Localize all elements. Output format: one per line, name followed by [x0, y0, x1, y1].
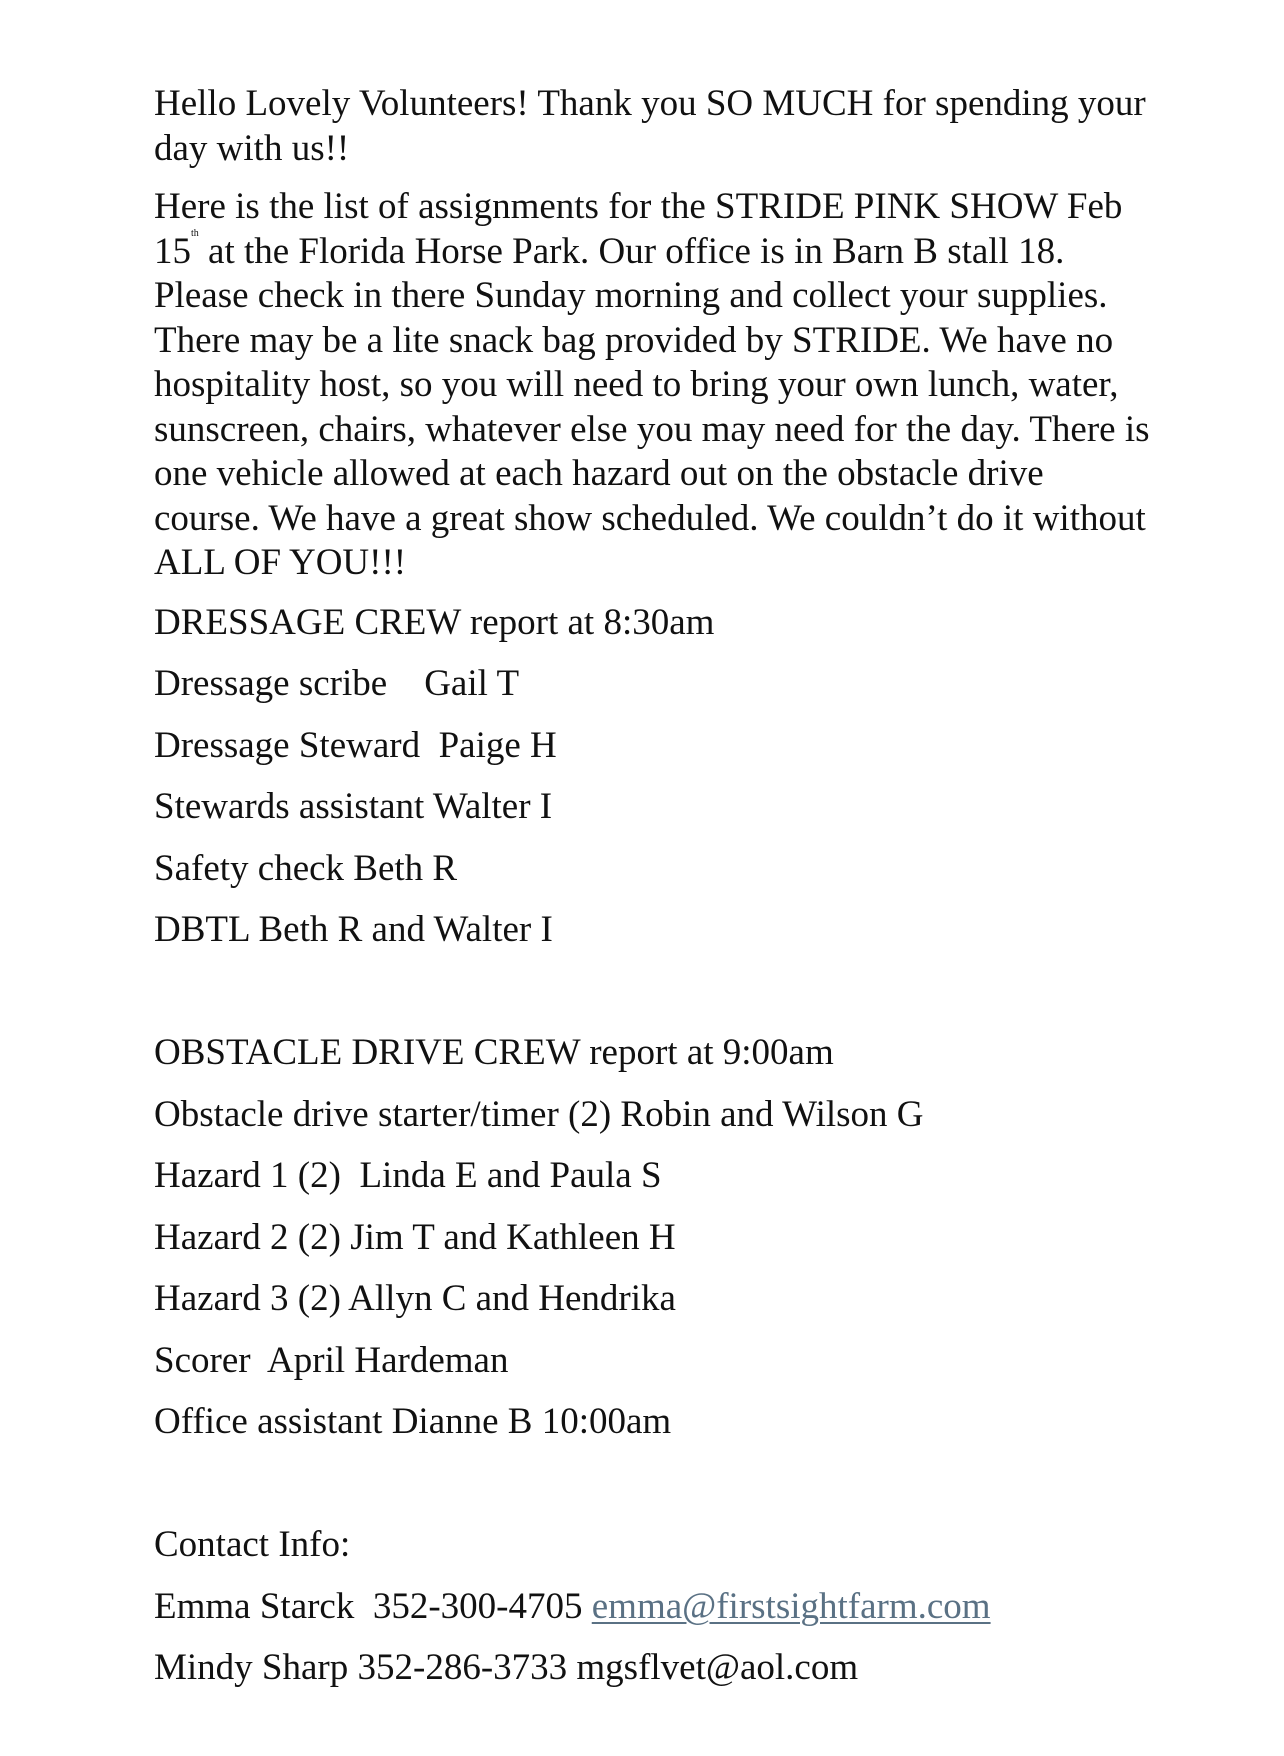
dressage-assignment: DBTL Beth R and Walter I [154, 909, 553, 950]
obstacle-assignment: Hazard 1 (2) Linda E and Paula S [154, 1155, 662, 1196]
contact-mindy-name-phone: Mindy Sharp 352-286-3733 [154, 1647, 577, 1688]
dressage-crew-heading: DRESSAGE CREW report at 8:30am [154, 601, 715, 643]
section-spacer [154, 970, 1154, 1032]
contact-emma-name-phone: Emma Starck 352-300-4705 [154, 1585, 592, 1627]
dressage-assignment: Dressage scribe Gail T [154, 663, 520, 704]
contact-mindy [154, 1646, 1154, 1708]
dressage-assignment: Safety check Beth R [154, 847, 458, 889]
contact-info-heading: Contact Info: [154, 1524, 351, 1565]
obstacle-assignment: Obstacle drive starter/timer (2) Robin and Wilson G [154, 1093, 924, 1135]
ordinal-suffix: th [191, 227, 199, 239]
section-spacer [154, 1462, 1154, 1524]
obstacle-assignment: Scorer April Hardeman [154, 1339, 509, 1381]
obstacle-crew-heading: OBSTACLE DRIVE CREW report at 9:00am [154, 1032, 834, 1073]
mindy-email: mgsflvet@aol.com [576, 1647, 859, 1688]
dressage-assignment: Stewards assistant Walter I [154, 786, 553, 827]
contact-emma [154, 1585, 1154, 1647]
intro-paragraph [154, 185, 1154, 586]
obstacle-assignment: Hazard 2 (2) Jim T and Kathleen H [154, 1216, 676, 1258]
volunteer-assignments-document [154, 82, 1154, 1708]
intro-text-part2: at the Florida Horse Park. Our office is in Barn B stall 18. Please check in there Sunday morning and collect your supplies. There may be a lite snack bag provided by STRIDE. We have no hospitality host, so you will need to bring your own lunch, water, sunscreen, chairs, whatever else you may need for the day. There is one vehicle allowed at each hazard out on the obstacle drive course. We have a great show scheduled. We couldn’t do it without ALL OF YOU!!! [154, 230, 1150, 583]
greeting-paragraph: Hello Lovely Volunteers! Thank you SO MUCH for spending your day with us!! [154, 83, 1146, 169]
dressage-assignment: Dressage Steward Paige H [154, 724, 557, 766]
obstacle-assignment: Office assistant Dianne B 10:00am [154, 1401, 672, 1442]
emma-email-link[interactable]: emma@firstsightfarm.com [591, 1585, 991, 1627]
intro-text-part1: Here is the list of assignments for the STRIDE PINK SHOW Feb 15 [154, 186, 1123, 272]
obstacle-assignment: Hazard 3 (2) Allyn C and Hendrika [154, 1278, 676, 1319]
